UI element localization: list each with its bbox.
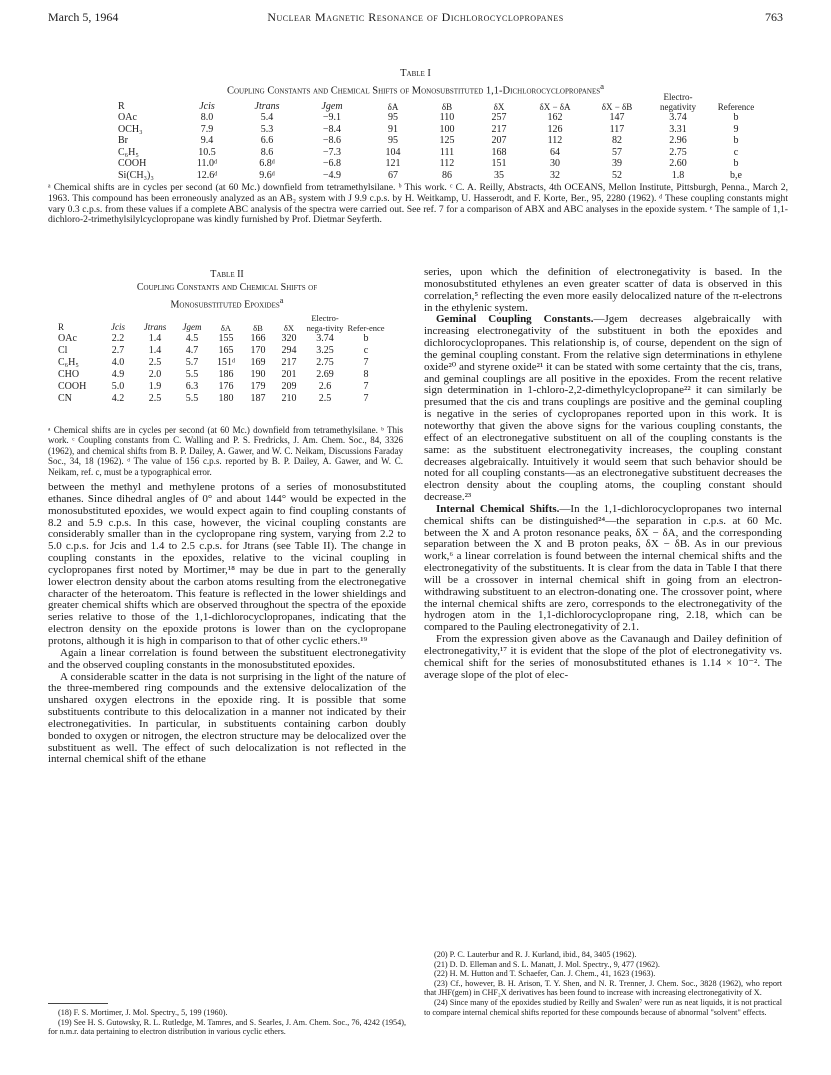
table2-cell: 2.6 xyxy=(318,381,332,392)
table1-cell: 6.6 xyxy=(260,135,274,146)
table1-cell: C₆H₅ xyxy=(118,146,139,158)
table2-cell: 3.74 xyxy=(316,333,334,344)
table2-cell: 165 xyxy=(218,345,234,356)
table1-cell: Si(CH₃)₃ xyxy=(118,169,154,181)
table2-row xyxy=(58,381,386,393)
table2-cell: 170 xyxy=(250,345,266,356)
page-number: 763 xyxy=(765,10,783,24)
table1-cell: 1.8 xyxy=(671,169,685,181)
table2-cell: 7 xyxy=(363,357,369,368)
table1-cell: 9 xyxy=(733,123,739,135)
table2-cell: 320 xyxy=(281,333,297,344)
table2-col-header: δB xyxy=(253,323,263,333)
footnotes-left xyxy=(48,1008,406,1037)
table2-cell: 4.7 xyxy=(185,345,199,356)
table1-cell: 111 xyxy=(439,146,455,158)
footnote-rule xyxy=(48,1003,108,1004)
table1-cell: COOH xyxy=(118,158,147,169)
table1-cell: 104 xyxy=(385,146,401,158)
table2-row xyxy=(58,333,386,345)
table2-cell: 210 xyxy=(281,393,297,404)
table1-col-header: Electro-negativity xyxy=(660,92,696,112)
table2-cell: 8 xyxy=(363,369,369,380)
table2-cell: 179 xyxy=(250,381,266,392)
table1-cell: Br xyxy=(118,135,128,146)
table2-header-row xyxy=(58,313,386,333)
internal-shift-section xyxy=(424,504,782,634)
table1-cell: −9.1 xyxy=(322,112,342,123)
header-date: March 5, 1964 xyxy=(48,10,119,24)
table1-cell: 30 xyxy=(550,158,560,169)
table2-cell: 5.0 xyxy=(111,381,125,392)
table2-cell: 169 xyxy=(250,357,266,368)
table1-cell: 147 xyxy=(609,112,625,123)
table2-cell: 5.5 xyxy=(185,393,199,404)
table2-caption xyxy=(48,268,406,311)
footnote-21: (21) D. D. Elleman and S. L. Manatt, J. Mol. Spectry., 9, 477 (1962). xyxy=(434,959,660,969)
table1-cell: 95 xyxy=(388,135,398,146)
table2-col-header: δX xyxy=(283,323,295,333)
table1-row xyxy=(118,124,764,136)
table2-cell: 2.5 xyxy=(318,393,332,404)
table2-cell: CHO xyxy=(58,369,80,380)
table2-cell: 2.5 xyxy=(148,357,162,368)
table1-cell: 7.9 xyxy=(200,123,214,135)
table2-cell: 294 xyxy=(281,345,297,356)
table1-cell: 6.8ᵈ xyxy=(259,158,275,169)
table2-cell: C₆H₅ xyxy=(58,357,79,368)
table2-cell: c xyxy=(363,345,369,356)
internal-shift-text: —In the 1,1-dichlorocyclopropanes two internal chemical shifts can be distinguished²⁴—the separation in c.p.s. at 60 Mc. between the X and A proton resonance peaks, δX − δA, and the corresponding separation between the X and B proton peaks, δX − δB. As in our previous work,⁶ a linear correlation is found between the internal chemical shifts and the electronegativity of the substituents. It is clear from the data in Table I that there will be a crossover in internal chemical shift in going from an electron-withdrawing substituent to an electron-donating one. The crossover point, where the internal chemical shifts are zero, corresponds to the electronegativity of the hydrogen atom in the 1,1-dichlorocyclopropane ring, 2.18, which can be compared to the Pauling electronegativity of 2.1. xyxy=(424,502,782,634)
table1-cell: 3.74 xyxy=(669,112,687,123)
table1-cell: −8.6 xyxy=(322,135,342,146)
table2-title-mark: a xyxy=(279,296,284,305)
table2-cell: 2.0 xyxy=(148,369,162,380)
table1-cell: 110 xyxy=(439,112,455,123)
table2 xyxy=(58,313,386,405)
table2-cell: 4.5 xyxy=(185,333,199,344)
table2-cell: b xyxy=(363,333,369,344)
table1-cell: 95 xyxy=(388,112,398,123)
table1-cell: 9.4 xyxy=(200,135,214,146)
table2-label: Table II xyxy=(210,269,244,280)
body-column-left xyxy=(48,482,406,766)
table2-cell: 4.2 xyxy=(111,393,125,404)
left-paragraph-2: Again a linear correlation is found between the substituent electronegativity and the observed coupling constants in the monosubstituted epoxides. xyxy=(48,646,406,671)
table1-cell: 8.0 xyxy=(200,112,214,123)
table2-cell: 7 xyxy=(363,381,369,392)
table2-cell: 151ᵈ xyxy=(216,357,236,368)
table1-col-header: Jcis xyxy=(199,100,215,112)
table1-row xyxy=(118,135,764,147)
table1-cell: 151 xyxy=(491,158,507,169)
table1-cell: 2.60 xyxy=(669,158,687,169)
table1-cell: 162 xyxy=(547,112,563,123)
table1-cell: 52 xyxy=(612,169,622,181)
table1-col-header: δX − δA xyxy=(539,102,571,112)
header-title: Nuclear Magnetic Resonance of Dichlorocyclopropanes xyxy=(267,10,564,24)
left-paragraph-1: between the methyl and methylene protons of a series of monosubstituted ethanes. Since dihedral angles of 0° and about 144° would be expected in the monosubstituted epoxides, we would expect again to find coupling constants of 8.2 and 5.9 c.p.s. In this case, however, the vicinal coupling constants are considerably smaller than in the cyclopropane ring system, varying from 2.2 to 5.0 c.p.s. for Jcis and 1.4 to 2.5 c.p.s. for Jtrans (see Table II). The change in coupling constants in the epoxides, relative to the vicinal coupling in cyclopropanes first noted by Mortimer,¹⁸ may be due in part to the generally lower electron density about the carbon atoms resulting from the electronegative character of the heteroatom. This feature is reflected in the lower shieldings and greater chemical shifts which are observed throughout the spectra of the epoxide series relative to those of the 1,1-dichlorocyclopropanes, indicating that the electron density on the epoxide protons is lower than on the cyclopropane protons, although it is high in comparison to that of other cyclic ethers.¹⁹ xyxy=(48,481,406,647)
table2-title-line2: Monosubstituted Epoxides xyxy=(170,299,280,311)
table1-title: Coupling Constants and Chemical Shifts of Monosubstituted 1,1-Dichlorocyclopropanes xyxy=(226,85,601,97)
table2-cell: 209 xyxy=(281,381,297,392)
table2-cell: Cl xyxy=(58,345,68,356)
table2-cell: 2.75 xyxy=(316,357,334,368)
table1-col-header: Jtrans xyxy=(254,100,280,112)
table1-cell: 12.6ᵈ xyxy=(196,169,218,181)
geminal-text: —Jgem decreases algebraically with increasing electronegativity of the substituent in both the epoxides and dichlorocyclopropanes. This relationship is, of course, dependent on the sign of the geminal coupling constant. From the relative sign determinations in ethylene oxide²⁰ and styrene oxide²¹ it can be stated with some certainty that the cis, trans, and geminal couplings are all positive in the epoxides. From the recent relative sign determination in 1-chloro-2,2-dimethylcyclopropane²² it can similarly be presumed that the cis and trans couplings are positive and the geminal coupling is negative in the series of cyclopropanes reported upon in this work. It is noteworthy that given the above signs for the various coupling constants, the effect of an electronegative substituent on all of the coupling constants is the same: as the substituent electronegativity increases, the coupling constant decreases algebraically. Intuitively it would seem that such behavior should be noted for all coupling constants—as an electronegative substituent decreases the electron density about the coupling atoms, the coupling constant should decrease.²³ xyxy=(424,313,782,504)
table1-cell: 126 xyxy=(547,123,563,135)
table1-col-header: δX xyxy=(493,102,505,112)
table2-cell: 2.7 xyxy=(111,345,125,356)
table2-col-header: Jgem xyxy=(182,322,202,332)
table1-row xyxy=(118,112,764,124)
table2-row xyxy=(58,345,386,357)
running-head xyxy=(48,10,783,26)
table2-notes: ᵃ Chemical shifts are in cycles per second (at 60 Mc.) downfield from tetramethylsilane. ᵇ This work. ᶜ Coupling constants from C. Walling and P. S. Fredricks, J. Am. Chem. Soc., 84, 3326 (1962), and chemical shifts from B. P. Dailey, A. Gawer, and W. C. Neikam, Discussions Faraday Soc., 34, 18 (1962). ᵈ The value of 156 c.p.s. reported by B. P. Dailey, A. Gawer, and W. C. Neikam, ref. c, must be a typographical error. xyxy=(48,425,403,477)
table1-col-header: R xyxy=(118,100,125,112)
table1-cell: −8.4 xyxy=(322,123,342,135)
table1-cell: OCH₃ xyxy=(118,123,143,135)
table1-col-header: δA xyxy=(387,102,399,112)
table1-cell: 64 xyxy=(550,146,560,158)
table2-cell: 155 xyxy=(218,333,234,344)
table2-row xyxy=(58,393,386,405)
table1-cell: 2.75 xyxy=(669,146,687,158)
table1-cell: 10.5 xyxy=(198,146,216,158)
table2-cell: 5.7 xyxy=(185,357,199,368)
table2-col-header: Jcis xyxy=(111,322,125,332)
table2-cell: 166 xyxy=(250,333,266,344)
table1-cell: 57 xyxy=(612,146,622,158)
table2-cell: 1.4 xyxy=(148,345,162,356)
body-column-right xyxy=(424,267,782,682)
table2-col-header: Refer-ence xyxy=(347,323,385,333)
table1-cell: 35 xyxy=(494,169,504,181)
table1-cell: 207 xyxy=(491,135,507,146)
geminal-heading: Geminal Coupling Constants. xyxy=(436,313,594,326)
table1 xyxy=(118,92,764,181)
table1-cell: 32 xyxy=(550,169,560,181)
table2-col-header: Electro-nega-tivity xyxy=(306,313,344,333)
table1-col-header: Reference xyxy=(717,102,755,112)
table1-cell: 121 xyxy=(385,158,401,169)
table1-cell: 39 xyxy=(612,158,622,169)
table1-cell: 5.3 xyxy=(260,123,274,135)
table1-cell: −4.9 xyxy=(322,169,342,181)
table1-title-mark: a xyxy=(600,81,605,91)
table1-notes: ᵃ Chemical shifts are in cycles per second (at 60 Mc.) downfield from tetramethylsilane. ᵇ This work. ᶜ C. A. Reilly, Abstracts, 4th OCEANS, Mellon Institute, Pittsburgh, Penna., March 2, 1963. This compound has been erroneously analyzed as an AB₂ system with J 9.9 c.p.s. by H. Weitkamp, U. Hasserodt, and F. Korte, Ber., 95, 2280 (1962). ᵈ These coupling constants might vary 0.3 c.p.s. from these values if a complete ABC analysis of the spectra were carried out. See ref. 7 for a comparison of ABX and ABC analyses in the epoxide system. ᵉ The sample of 1,1-dichloro-2-trimethylsilylcyclopropane was kindly furnished by Prof. Dietmar Seyferth. xyxy=(48,182,788,226)
table1-cell: b xyxy=(733,135,739,146)
table2-cell: COOH xyxy=(58,381,87,392)
left-paragraph-3: A considerable scatter in the data is not surprising in the light of the nature of the three-membered ring compounds and the extensive delocalization of the unshared oxygen electrons in the epoxide ring. It is possible that some substituents contribute to this delocalization in a manner not indicated by their electronegativities. In particular, in substituents containing carbon doubly bonded to oxygen or nitrogen, the electron structure may be delocalized over the substituent as well. The effect of such delocalization is not reflected in the internal chemical shift of the ethane xyxy=(48,670,406,766)
table1-cell: 125 xyxy=(439,135,455,146)
table2-cell: 217 xyxy=(281,357,297,368)
table1-cell: −6.8 xyxy=(322,158,342,169)
table2-cell: 187 xyxy=(250,393,266,404)
table2-cell: 3.25 xyxy=(316,345,334,356)
table2-cell: 1.9 xyxy=(148,381,162,392)
table1-cell: 112 xyxy=(547,135,563,146)
table1-cell: 9.6ᵈ xyxy=(259,169,275,181)
table2-cell: 176 xyxy=(218,381,234,392)
table2-cell: 6.3 xyxy=(185,381,199,392)
table1-cell: 5.4 xyxy=(260,112,274,123)
footnote-19: (19) See H. S. Gutowsky, R. L. Rutledge, M. Tamres, and S. Searles, J. Am. Chem. Soc., 76, 4242 (1954), for n.m.r. data pertaining to electron distribution in various cyclic ethers. xyxy=(48,1017,406,1037)
table1-row xyxy=(118,170,764,182)
table1-cell: −7.3 xyxy=(322,146,342,158)
table1-cell: 2.96 xyxy=(669,135,687,146)
table1-body xyxy=(118,112,764,181)
table1-label: Table I xyxy=(400,68,431,79)
table2-cell: CN xyxy=(58,393,72,404)
table1-cell: 11.0ᵈ xyxy=(196,158,218,169)
table2-cell: 5.5 xyxy=(185,369,199,380)
table1-cell: 3.31 xyxy=(669,123,687,135)
footnote-20: (20) P. C. Lauterbur and R. J. Kurland, ibid., 84, 3405 (1962). xyxy=(434,950,637,959)
table1-cell: 168 xyxy=(491,146,507,158)
table2-col-header: R xyxy=(58,322,65,332)
table2-col-header: Jtrans xyxy=(143,322,167,332)
table1-cell: b xyxy=(733,112,739,123)
table2-cell: 7 xyxy=(363,393,369,404)
table1-col-header: Jgem xyxy=(321,100,343,112)
table1-row xyxy=(118,147,764,159)
table1-cell: 112 xyxy=(439,158,455,169)
right-paragraph-4: From the expression given above as the Cavanaugh and Dailey definition of electronegativity,¹⁷ it is evident that the slope of the plot of electronegativity vs. chemical shift for the series of monosubstituted ethanes is 1.14 × 10⁻². The average slope of the plot of elec- xyxy=(424,633,782,681)
table2-row xyxy=(58,357,386,369)
table2-cell: 186 xyxy=(218,369,234,380)
table1-cell: 91 xyxy=(388,123,398,135)
internal-shift-heading: Internal Chemical Shifts. xyxy=(436,502,560,515)
footnote-23: (23) Cf., however, B. H. Arison, T. Y. Shen, and N. R. Trenner, J. Chem. Soc., 3828 (1962), who report that JHF(gem) in CHF₂X derivatives has been found to increase with increasing electronegativity of X. xyxy=(424,978,782,998)
table1-cell: 217 xyxy=(491,123,507,135)
table2-cell: 2.2 xyxy=(111,333,125,344)
table2-cell: 2.5 xyxy=(148,393,162,404)
table1-header-row xyxy=(118,92,764,112)
footnote-18: (18) F. S. Mortimer, J. Mol. Spectry., 5, 199 (1960). xyxy=(58,1008,228,1017)
table1-col-header: δB xyxy=(441,102,453,112)
table1-cell: 82 xyxy=(612,135,622,146)
table1-cell: b xyxy=(733,158,739,169)
table1-col-header: δX − δB xyxy=(601,102,633,112)
table1-row xyxy=(118,158,764,170)
table2-row xyxy=(58,369,386,381)
table1-cell: 67 xyxy=(388,169,398,181)
table2-cell: 4.0 xyxy=(111,357,125,368)
footnotes-right xyxy=(424,950,782,1017)
table2-cell: 2.69 xyxy=(316,369,334,380)
table2-title-line1: Coupling Constants and Chemical Shifts of xyxy=(136,282,318,293)
right-paragraph-1: series, upon which the definition of electronegativity is based. In the monosubstituted ethylenes an even greater scatter of data is observed in this correlation,⁵ reflecting the even more easily delocalized nature of the π-electrons in the ethylenic system. xyxy=(424,266,782,314)
table1-cell: 86 xyxy=(442,169,452,181)
table2-cell: OAc xyxy=(58,333,77,344)
table2-cell: 4.9 xyxy=(111,369,125,380)
geminal-section xyxy=(424,314,782,504)
table2-cell: 1.4 xyxy=(148,333,162,344)
table1-cell: 8.6 xyxy=(260,146,274,158)
table1-cell: c xyxy=(733,146,739,158)
table2-cell: 201 xyxy=(281,369,297,380)
table1-cell: 117 xyxy=(609,123,625,135)
table1-cell: 100 xyxy=(439,123,455,135)
table2-body xyxy=(58,333,386,405)
table2-cell: 190 xyxy=(250,369,266,380)
table1-cell: OAc xyxy=(118,112,137,123)
footnote-24: (24) Since many of the epoxides studied by Reilly and Swalen⁷ were run as neat liquids, it is not practical to compare internal chemical shifts reported for these compounds because of abnormal "solvent" effects. xyxy=(424,997,782,1017)
table1-cell: b,e xyxy=(730,169,742,181)
table2-col-header: δA xyxy=(220,323,232,333)
table2-cell: 180 xyxy=(218,393,234,404)
table1-cell: 257 xyxy=(491,112,507,123)
footnote-22: (22) H. M. Hutton and T. Schaefer, Can. J. Chem., 41, 1623 (1963). xyxy=(434,969,656,979)
